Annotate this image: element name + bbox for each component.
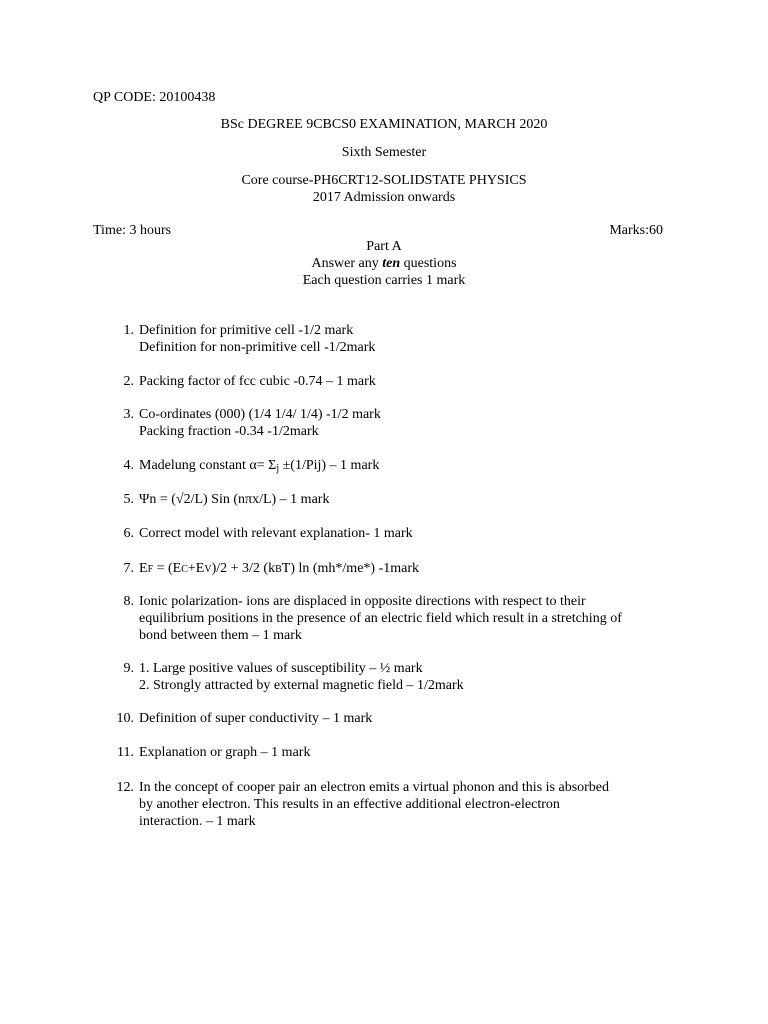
answer-number: 10.	[116, 711, 134, 726]
admission-note: 2017 Admission onwards	[312, 190, 456, 205]
formula-subscript: V	[204, 564, 212, 575]
formula-text: = (E	[153, 561, 182, 576]
exam-title: BSc DEGREE 9CBCS0 EXAMINATION, MARCH 2020	[220, 117, 548, 132]
answer-number: 1.	[123, 323, 134, 338]
answer-line: Explanation or graph – 1 mark	[139, 745, 311, 760]
formula-text: +E	[187, 561, 205, 576]
answer-line: Packing factor of fcc cubic -0.74 – 1 mark	[139, 374, 376, 389]
answer-line: Ionic polarization- ions are displaced in opposite directions with respect to their	[139, 594, 586, 609]
formula-subscript: j	[276, 463, 280, 474]
answer-line: bond between them – 1 mark	[139, 628, 302, 643]
answer-number: 9.	[123, 661, 134, 676]
answer-line: by another electron. This results in an effective additional electron-electron	[139, 797, 560, 812]
answer-number: 12.	[116, 780, 134, 795]
answer-number: 2.	[123, 374, 134, 389]
formula-text: T) ln (mh*/me*) -1mark	[281, 561, 420, 576]
answer-text	[139, 593, 679, 644]
formula-subscript: B	[275, 564, 282, 575]
answer-number: 8.	[123, 594, 134, 609]
answer-line	[139, 560, 679, 578]
answer-text	[139, 660, 679, 694]
part-instruction	[0, 255, 768, 272]
answer-line: Correct model with relevant explanation- 1 mark	[139, 526, 413, 541]
instruction-emphasis: ten	[382, 256, 401, 271]
instruction-prefix: Answer any	[311, 256, 379, 271]
formula-text: ±(1/Pij) – 1 mark	[279, 458, 380, 473]
answer-line: Definition for primitive cell -1/2 mark	[139, 323, 354, 338]
answer-number: 11.	[117, 745, 134, 760]
formula-text: E	[139, 561, 148, 576]
answer-text	[139, 322, 679, 356]
answer-number: 5.	[123, 492, 134, 507]
answer-line: Definition of super conductivity – 1 mark	[139, 711, 373, 726]
semester: Sixth Semester	[341, 145, 427, 160]
answer-line: Co-ordinates (000) (1/4 1/4/ 1/4) -1/2 mark	[139, 407, 381, 422]
answer-number: 6.	[123, 526, 134, 541]
formula-subscript: C	[181, 564, 188, 575]
answer-line: 2. Strongly attracted by external magnetic field – 1/2mark	[139, 678, 464, 693]
time-allowed: Time: 3 hours	[93, 223, 172, 238]
answer-line	[139, 457, 679, 474]
answer-line: Ψn = (√2/L) Sin (nπx/L) – 1 mark	[139, 492, 330, 507]
formula-text: Madelung constant α= Σ	[139, 458, 277, 473]
qp-code: QP CODE: 20100438	[93, 90, 216, 105]
answer-line: Definition for non-primitive cell -1/2mark	[139, 340, 376, 355]
course-title: Core course-PH6CRT12-SOLIDSTATE PHYSICS	[241, 173, 527, 188]
answer-text	[139, 779, 679, 830]
answer-line: In the concept of cooper pair an electron emits a virtual phonon and this is absorbed	[139, 780, 610, 795]
marks-per-question: Each question carries 1 mark	[302, 273, 466, 288]
formula-subscript: F	[147, 564, 154, 575]
formula-text: )/2 + 3/2 (k	[211, 561, 276, 576]
answer-number: 4.	[123, 458, 134, 473]
part-title: Part A	[366, 239, 402, 254]
total-marks: Marks:60	[609, 223, 663, 238]
answer-line: 1. Large positive values of susceptibility – ½ mark	[139, 661, 423, 676]
answer-number: 3.	[123, 407, 134, 422]
instruction-suffix: questions	[403, 256, 457, 271]
answer-text	[139, 406, 679, 440]
answer-line: Packing fraction -0.34 -1/2mark	[139, 424, 319, 439]
answer-line: interaction. – 1 mark	[139, 814, 256, 829]
answer-number: 7.	[123, 561, 134, 576]
answer-line: equilibrium positions in the presence of an electric field which result in a stretching of	[139, 611, 622, 626]
